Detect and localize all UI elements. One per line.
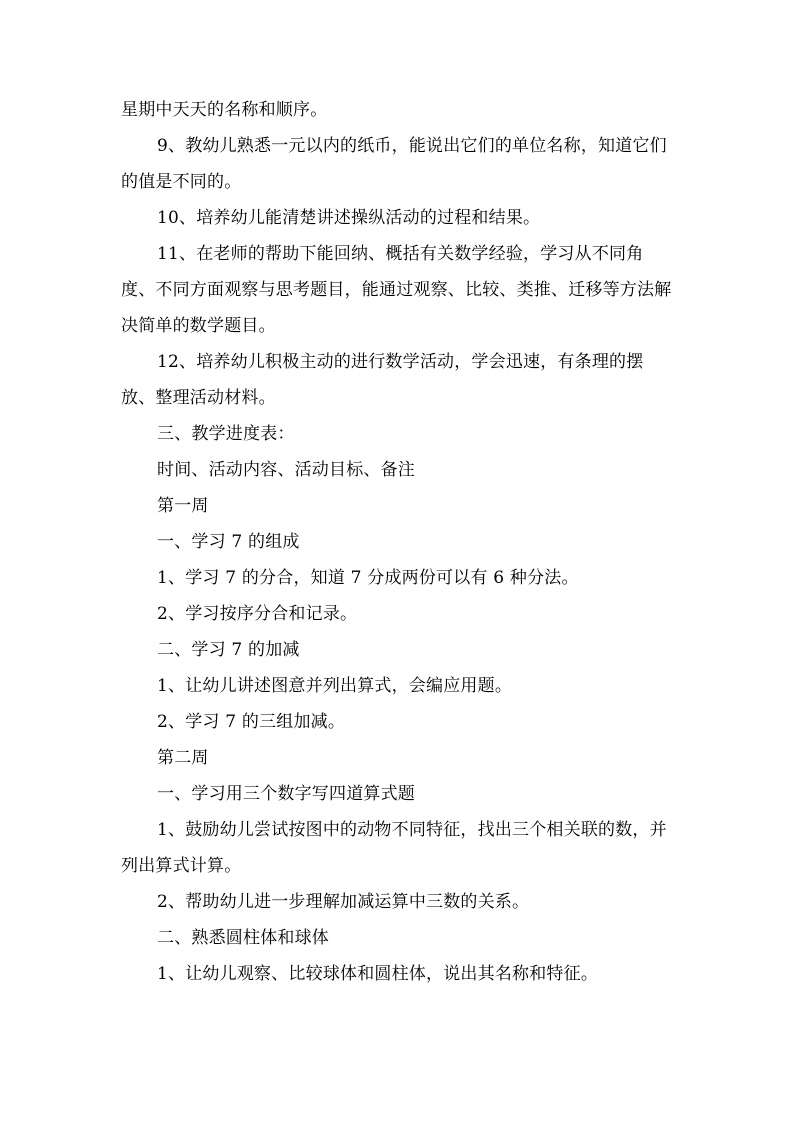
- week-one-heading: 第一周: [157, 496, 209, 516]
- week-one-topic-1-item-2: 2、学习按序分合和记录。: [157, 604, 358, 624]
- week-one-topic-1: 一、学习 7 的组成: [157, 532, 300, 552]
- week-one-topic-2: 二、学习 7 的加减: [157, 640, 300, 660]
- section-heading-schedule: 三、教学进度表：: [157, 424, 295, 444]
- paragraph-item-11: 11、在老师的帮助下能回纳、概括有关数学经验，学习从不同角度、不同方面观察与思考题目，能通过观察、比较、类推、迁移等方法解决简单的数学题目。: [121, 244, 672, 336]
- paragraph-continuation: 星期中天天的名称和顺序。: [121, 100, 328, 120]
- week-two-topic-1-item-2: 2、帮助幼儿进一步理解加减运算中三数的关系。: [157, 892, 530, 912]
- week-two-topic-1: 一、学习用三个数字写四道算式题: [157, 784, 415, 804]
- week-one-topic-1-item-1: 1、学习 7 的分合，知道 7 分成两份可以有 6 种分法。: [157, 568, 579, 588]
- week-one-topic-2-item-1: 1、让幼儿讲述图意并列出算式，会编应用题。: [157, 676, 513, 696]
- week-two-topic-1-item-1: 1、鼓励幼儿尝试按图中的动物不同特征，找出三个相关联的数，并列出算式计算。: [121, 820, 667, 876]
- week-two-heading: 第二周: [157, 748, 209, 768]
- schedule-columns: 时间、活动内容、活动目标、备注: [157, 460, 415, 480]
- week-two-topic-2-item-1: 1、让幼儿观察、比较球体和圆柱体，说出其名称和特征。: [157, 964, 599, 984]
- week-two-topic-2: 二、熟悉圆柱体和球体: [157, 928, 329, 948]
- week-one-topic-2-item-2: 2、学习 7 的三组加减。: [157, 712, 346, 732]
- paragraph-item-9: 9、教幼儿熟悉一元以内的纸币，能说出它们的单位名称，知道它们的值是不同的。: [121, 136, 667, 192]
- paragraph-item-12: 12、培养幼儿积极主动的进行数学活动，学会迅速，有条理的摆放、整理活动材料。: [121, 352, 644, 408]
- paragraph-item-10: 10、培养幼儿能清楚讲述操纵活动的过程和结果。: [157, 208, 541, 228]
